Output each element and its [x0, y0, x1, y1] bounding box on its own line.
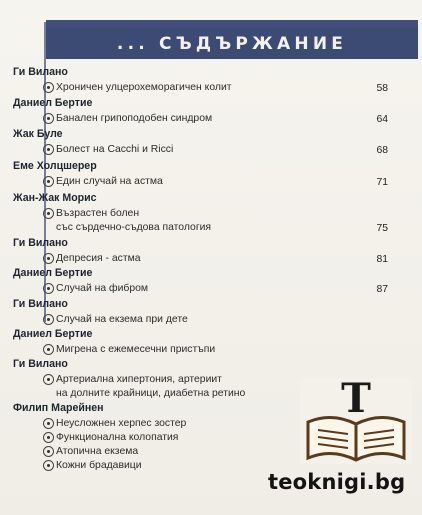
- bullet-icon: [43, 208, 54, 219]
- page-number: 75: [376, 223, 388, 234]
- contents-banner: [46, 28, 418, 59]
- bullet-icon: [43, 82, 54, 93]
- article-title-continuation: със сърдечно-съдова патология: [56, 222, 212, 233]
- article-title[interactable]: Банален грипоподобен синдром: [43, 113, 212, 124]
- article-title[interactable]: Случай на фибром: [43, 283, 148, 294]
- author-name: Даниел Бертие: [13, 267, 93, 279]
- list-item: [13, 267, 388, 295]
- bullet-icon: [43, 374, 54, 385]
- article-title[interactable]: Неусложнен херпес зостер: [43, 418, 186, 429]
- author-name: Даниел Бертие: [13, 328, 93, 340]
- bullet-icon: [43, 460, 54, 471]
- list-item: [13, 97, 388, 125]
- logo-text: teoknigi.bg: [268, 470, 406, 494]
- page-number: 58: [376, 83, 388, 94]
- bullet-icon: [43, 418, 54, 429]
- list-item: [13, 66, 388, 94]
- article-title[interactable]: Артериална хипертония, артериит: [43, 374, 222, 385]
- list-item: [13, 128, 388, 156]
- page-number: 64: [376, 114, 388, 125]
- article-title[interactable]: Атопична екзема: [43, 446, 138, 457]
- author-name: Ги Вилано: [13, 237, 68, 249]
- page-number: 81: [376, 254, 388, 265]
- page-number: 87: [376, 284, 388, 295]
- article-title[interactable]: Функционална колопатия: [43, 432, 178, 443]
- bullet-icon: [43, 344, 54, 355]
- author-name: Ги Вилано: [13, 358, 68, 370]
- bullet-icon: [43, 113, 54, 124]
- author-name: Даниел Бертие: [13, 97, 93, 109]
- author-name: Жак Буле: [13, 128, 63, 140]
- article-title[interactable]: Един случай на астма: [43, 176, 163, 187]
- list-item: [13, 328, 388, 355]
- author-name: Филип Марейнен: [13, 402, 104, 414]
- author-name: Ги Вилано: [13, 66, 68, 78]
- list-item: [13, 192, 388, 234]
- logo-letter: T: [341, 378, 371, 422]
- author-name: Жан-Жак Морис: [13, 192, 97, 204]
- bullet-icon: [43, 283, 54, 294]
- article-title[interactable]: Мигрена с ежемесечни пристъпи: [43, 344, 215, 355]
- article-title[interactable]: Кожни брадавици: [43, 460, 142, 471]
- page-title: ... СЪДЪРЖАНИЕ: [116, 33, 348, 54]
- bullet-icon: [43, 432, 54, 443]
- article-title[interactable]: Възрастен болен: [43, 208, 139, 219]
- article-title[interactable]: Хроничен улцерохеморагичен колит: [43, 82, 232, 93]
- bullet-icon: [43, 446, 54, 457]
- article-title[interactable]: Случай на екзема при дете: [43, 314, 188, 325]
- article-title-continuation: на долните крайници, диабетна ретино: [56, 388, 246, 399]
- list-item: [13, 237, 388, 265]
- page-number: 71: [376, 177, 388, 188]
- page-number: 68: [376, 145, 388, 156]
- article-title[interactable]: Болест на Cacchi и Ricci: [43, 144, 173, 155]
- author-name: Ги Вилано: [13, 298, 68, 310]
- bullet-icon: [43, 314, 54, 325]
- author-name: Еме Холцшерер: [13, 160, 97, 172]
- header-rule: [46, 20, 418, 28]
- bullet-icon: [43, 253, 54, 264]
- bullet-icon: [43, 176, 54, 187]
- open-book-icon: [300, 378, 412, 464]
- article-title[interactable]: Депресия - астма: [43, 253, 141, 264]
- list-item: [13, 160, 388, 188]
- list-item: [13, 298, 388, 325]
- list-item: [13, 358, 388, 399]
- bullet-icon: [43, 144, 54, 155]
